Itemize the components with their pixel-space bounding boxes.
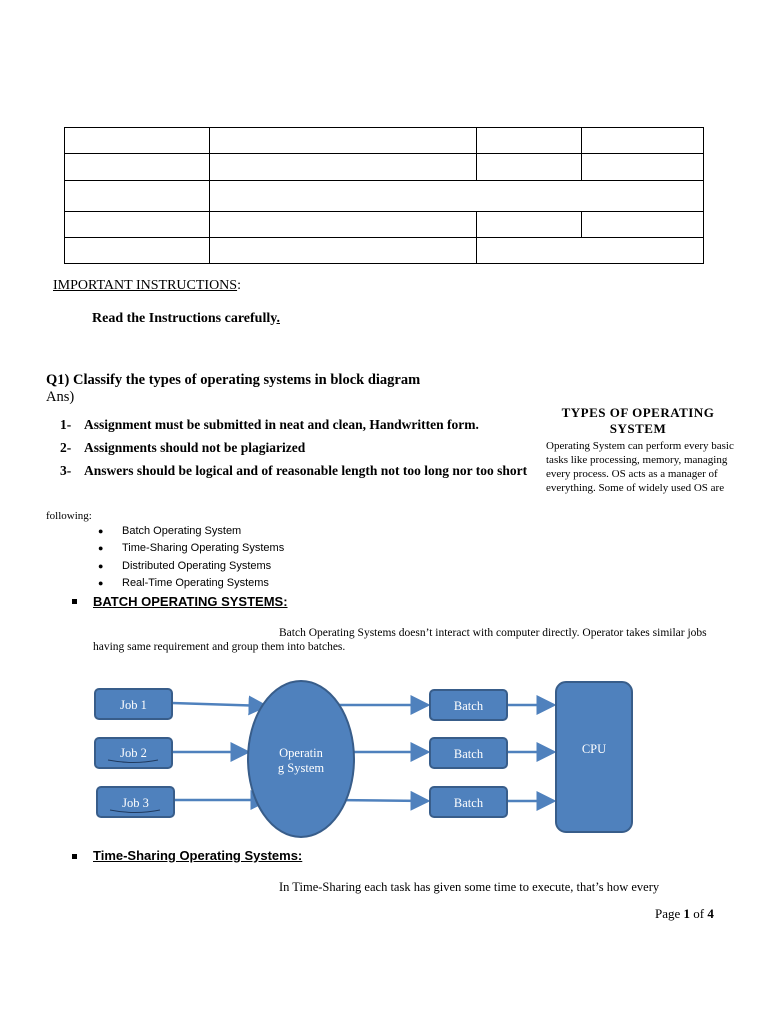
rule-text: Assignments should not be plagiarized bbox=[84, 440, 306, 455]
answer-label: Ans) bbox=[46, 389, 75, 405]
sidebar-body: Operating System can perform every basic tasks like processing, memory, managing every process. OS acts as a manager of everything. Some of widely used OS are bbox=[546, 440, 734, 494]
rule-number: 1- bbox=[60, 417, 72, 432]
page-total: 4 bbox=[707, 906, 714, 921]
os-type-label: Real-Time Operating Systems bbox=[122, 577, 269, 590]
batch-description: Batch Operating Systems doesn’t interact with computer directly. Operator takes similar jobs having same requirement and group them into batches. bbox=[93, 627, 707, 653]
rule-number: 3- bbox=[60, 463, 72, 478]
job-1-label: Job 1 bbox=[120, 698, 147, 712]
page-of: of bbox=[693, 906, 705, 921]
timesharing-section-heading: Time-Sharing Operating Systems: bbox=[93, 848, 303, 863]
batch-2-label: Batch bbox=[453, 747, 484, 761]
timesharing-description: In Time-Sharing each task has given some time to execute, that’s how every bbox=[279, 880, 660, 894]
rule-text: Assignment must be submitted in neat and clean, Handwritten form. bbox=[84, 417, 479, 432]
os-label-line2: g System bbox=[277, 761, 325, 775]
square-bullet-icon bbox=[72, 854, 77, 859]
cpu-label: CPU bbox=[581, 742, 607, 756]
os-type-label: Distributed Operating Systems bbox=[122, 559, 272, 572]
batch-1-label: Batch bbox=[453, 699, 484, 713]
batch-3-label: Batch bbox=[453, 796, 484, 810]
sidebar-title-line: TYPES OF OPERATING bbox=[561, 405, 715, 420]
bullet-icon: ● bbox=[98, 578, 104, 589]
os-type-label: Batch Operating System bbox=[122, 524, 242, 537]
instructions-title: IMPORTANT INSTRUCTIONS bbox=[53, 278, 238, 293]
question-text: Q1) Classify the types of operating systems in block diagram bbox=[46, 372, 421, 388]
rule-text: Answers should be logical and of reasonable length not too long nor too short bbox=[84, 463, 528, 478]
arrow-job1-os bbox=[172, 703, 266, 706]
sidebar-title-line: SYSTEM bbox=[609, 421, 667, 436]
read-instructions-text: Read the Instructions carefully bbox=[92, 311, 277, 326]
os-label-line1: Operatin bbox=[279, 746, 323, 760]
bullet-icon: ● bbox=[98, 543, 104, 554]
bullet-icon: ● bbox=[98, 525, 104, 536]
arrow-os-batch3 bbox=[333, 800, 428, 801]
os-type-label: Time-Sharing Operating Systems bbox=[122, 542, 285, 555]
page-current: 1 bbox=[683, 906, 691, 921]
instructions-colon: : bbox=[237, 278, 241, 293]
following-label: following: bbox=[46, 510, 92, 522]
read-instructions-period: . bbox=[276, 311, 280, 326]
rule-number: 2- bbox=[60, 440, 72, 455]
job-2-label: Job 2 bbox=[120, 746, 147, 760]
bullet-icon: ● bbox=[98, 560, 104, 571]
page-label: Page bbox=[655, 906, 681, 921]
batch-section-heading: BATCH OPERATING SYSTEMS: bbox=[93, 594, 288, 609]
job-3-label: Job 3 bbox=[122, 796, 149, 810]
cpu-box bbox=[556, 682, 632, 832]
page-number bbox=[655, 906, 714, 922]
